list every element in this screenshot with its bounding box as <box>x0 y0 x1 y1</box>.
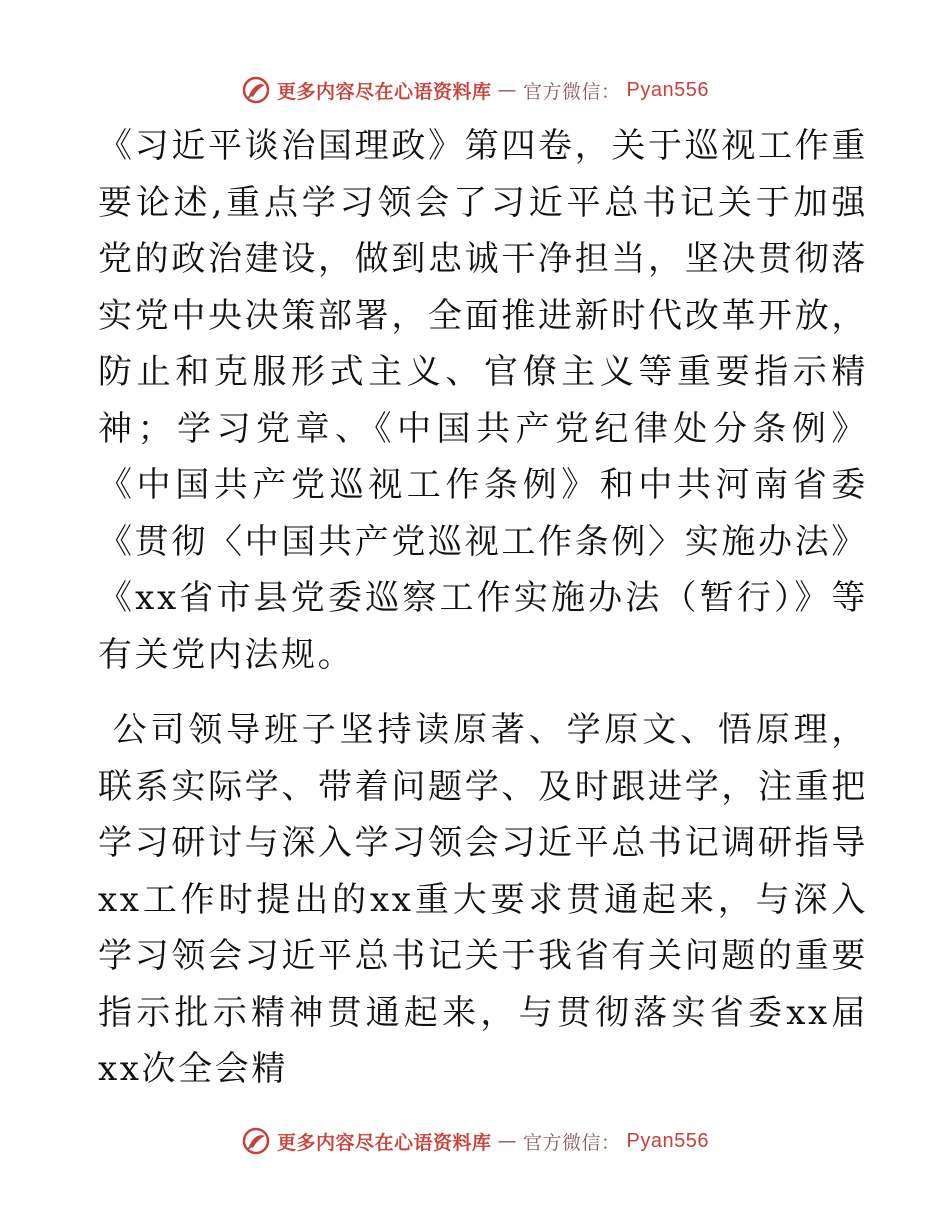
watermark-site-text: 更多内容尽在心语资料库 <box>277 80 492 103</box>
watermark-wechat-label: 官方微信： <box>523 1131 621 1154</box>
logo-icon <box>241 1126 271 1156</box>
watermark-account: Pyan556 <box>626 1129 709 1152</box>
watermark-account: Pyan556 <box>626 78 709 101</box>
watermark-dash: — <box>497 79 518 101</box>
watermark-banner <box>241 1126 709 1156</box>
watermark-site-text: 更多内容尽在心语资料库 <box>277 1131 492 1154</box>
watermark-wechat-label: 官方微信： <box>523 80 621 103</box>
document-body <box>98 118 868 1098</box>
logo-icon <box>241 75 271 105</box>
paragraph-1: 《习近平谈治国理政》第四卷，关于巡视工作重要论述,重点学习领会了习近平总书记关于加强党的政治建设，做到忠诚干净担当，坚决贯彻落实党中央决策部署，全面推进新时代改革开放，防止和克服形式主义、官僚主义等重要指示精神；学习党章、《中国共产党纪律处分条例》《中国共产党巡视工作条例》和中共河南省委《贯彻〈中国共产党巡视工作条例〉实施办法》《xx省市县党委巡察工作实施办法（暂行）》等有关党内法规。 <box>98 126 868 675</box>
footer-watermark <box>0 1121 950 1161</box>
header-watermark <box>0 70 950 110</box>
paragraph-2: 公司领导班子坚持读原著、学原文、悟原理，联系实际学、带着问题学、及时跟进学，注重把学习研讨与深入学习领会习近平总书记调研指导xx工作时提出的xx重大要求贯通起来，与深入学习领会习近平总书记关于我省有关问题的重要指示批示精神贯通起来，与贯彻落实省委xx届xx次全会精 <box>98 710 868 1089</box>
watermark-dash: — <box>497 1130 518 1152</box>
watermark-banner <box>241 75 709 105</box>
